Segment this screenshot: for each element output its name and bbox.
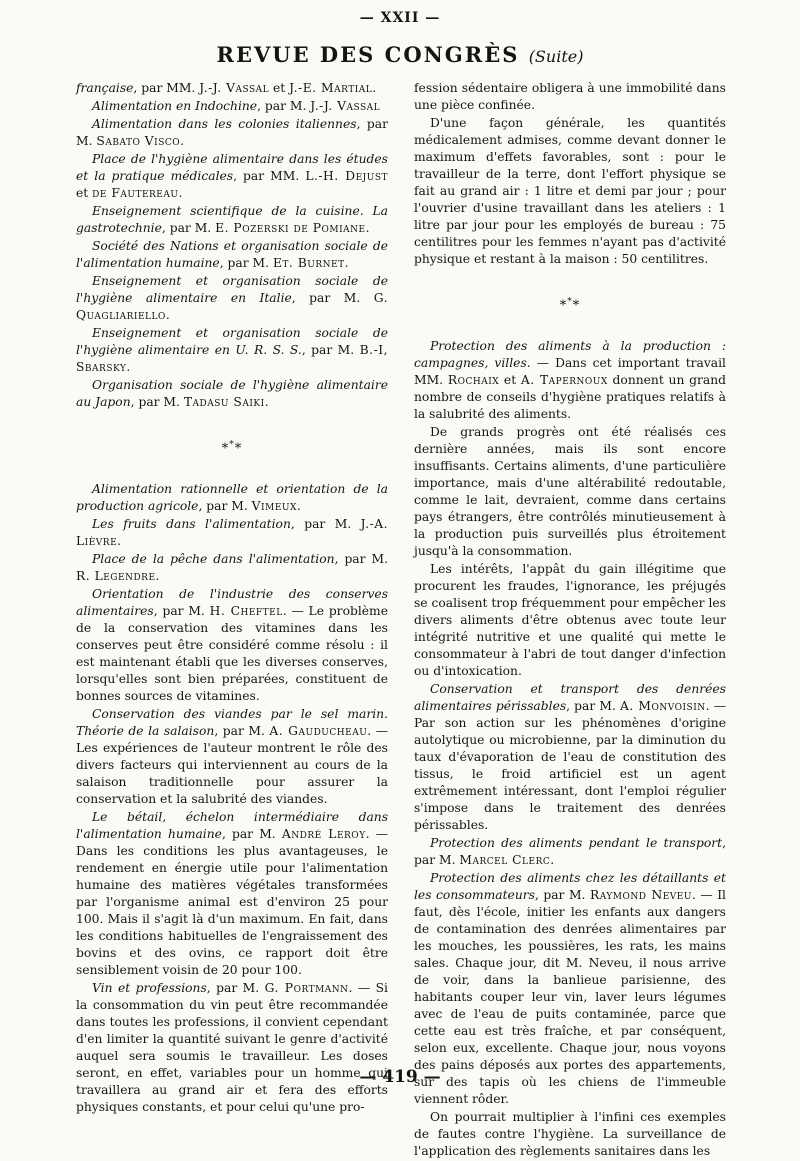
entry-text: .	[344, 256, 349, 270]
entry-text: , par M.	[257, 99, 311, 113]
entry-text: .	[365, 221, 370, 235]
bibliography-entry	[76, 481, 388, 515]
entry-text: , par M.	[198, 499, 252, 514]
entry-text: .	[178, 186, 183, 200]
entry-text: .	[264, 395, 269, 409]
page-roman-numeral: — XXII —	[359, 10, 441, 26]
entry-title: Conservation des viandes par le sel marin. Théorie de la salaison	[76, 707, 388, 739]
entry-title: Vin et professions	[92, 981, 207, 996]
entry-text: , par M.	[566, 699, 621, 714]
entry-text: . — Dans les conditions les plus avantageuses, le rendement en énergie utile pour l'alimentation humaine des matières végétales transformées par l'organisme animal est d'environ 25 pour 100. Mais il s'agit là d'un maximum. En fait, dans les conditions habituelles de l'engraissement des bovins et des ovins, ce rapport doit être sensiblement voisin de 20 pour 100.	[76, 827, 388, 978]
entry-text: . — Les expériences de l'auteur montrent le rôle des divers facteurs qui interviennent au cours de la salaison traditionnelle pour assurer la conservation et la salubrité des viandes.	[76, 724, 389, 807]
entry-text: .	[126, 360, 131, 374]
author-name: E. Pozerski de Pomiane	[215, 221, 366, 235]
paragraph-text: De grands progrès ont été réalisés ces dernière années, mais ils sont encore insuffisants. Certains aliments, d'une particulière importance, mais d'une altérabilité redoutable, comme le lait, devraient, comme dans certains pays étrangers, être contrôlés minutieusement à la production puis surveillés plus étroitement jusqu'à la consommation.	[414, 425, 726, 559]
entry-text: , par M.	[130, 395, 184, 409]
entry-text: . — Par son action sur les phénomènes d'origine autolytique ou microbienne, par la diminution du taux d'évaporation de l'eau de constitution des tissus, le froid artificiel est un agent extrêmement intéressant, dont l'emploi régulier s'impose dans le traitement des denrées périssables.	[414, 699, 726, 833]
bibliography-entry	[414, 338, 726, 423]
entry-text: .	[165, 308, 170, 322]
entry-title: Protection des aliments chez les détaillants et les consommateurs	[414, 871, 726, 903]
entry-text: .	[296, 499, 301, 514]
bibliography-entry	[76, 325, 388, 376]
entry-title: Enseignement et organisation sociale de l'hygiène alimentaire en U. R. S. S.	[76, 326, 388, 357]
bibliography-entry	[76, 80, 388, 97]
author-name: A. Gauducheau	[269, 724, 368, 739]
entry-text: , par MM.	[233, 169, 306, 183]
author-name: Sabato Visco	[96, 134, 181, 148]
body-paragraph	[414, 424, 726, 560]
bibliography-entry	[76, 551, 388, 585]
paragraph-text: Les intérêts, l'appât du gain illégitime que procurent les fraudes, l'ignorance, les préjugés se coalisent trop fréquemment pour empêcher les divers aliments d'être obtenus avec toute leur intégrité nutritive et une qualité qui mette le consommateur à l'abri de tout danger d'infection ou d'intoxication.	[414, 562, 726, 679]
entry-text: .	[155, 569, 160, 584]
author-name: R. Legendre	[76, 569, 156, 584]
entry-text: .	[117, 534, 122, 549]
entry-text: . — Si la consommation du vin peut être recommandée dans toutes les professions, il convient cependant d'en limiter la quantité suivant le genre d'activité auquel sera soumis le travailleur. Les doses seront, en effet, variables pour un homme qui travaillera au grand air et fera des efforts physiques constants, et pour celui qu'une pro-	[76, 981, 388, 1115]
entry-text: .	[180, 134, 185, 148]
entry-text: , par M.	[290, 517, 361, 532]
bibliography-entry	[76, 809, 388, 979]
author-name: A. Monvoisin	[620, 699, 706, 714]
entry-title: Société des Nations et organisation sociale de l'alimentation humaine	[76, 239, 388, 270]
bibliography-entry	[76, 586, 388, 705]
entry-title: Enseignement scientifique de la cuisine. La gastrotechnie	[76, 204, 388, 235]
entry-text: , par M.	[301, 343, 360, 357]
author-name: Marcel Clerc	[459, 853, 551, 868]
author-name: J.-J. Vassal	[199, 81, 270, 95]
body-paragraph	[414, 115, 726, 268]
paragraph-text: D'une façon générale, les quantités médicalement admises, comme devant donner le maximum d'effets favorables, sont : pour le travailleur de la terre, dont l'effort physique se fait au grand air : 1 litre et demi par jour ; pour l'ouvrier d'usine travaillant dans les ateliers : 1 litre par jour pour les employés de bureau : 75 centilitres pour les femmes n'ayant pas d'activité physique et restant à la maison : 50 centilitres.	[414, 116, 726, 266]
author-name: J.-E. Martial	[289, 81, 373, 95]
entry-text: , par M.	[161, 221, 216, 235]
bibliography-entry	[414, 835, 726, 869]
left-column	[76, 80, 388, 1117]
bibliography-entry	[76, 273, 388, 324]
bibliography-entry	[76, 516, 388, 550]
entry-text: et	[499, 373, 521, 388]
author-name: G. Portmann	[264, 981, 349, 996]
author-name: J.-J. Vassal	[310, 99, 381, 113]
entry-text: . — Dans cet important travail MM.	[414, 356, 726, 388]
entry-title: Conservation et transport des denrées alimentaires périssables	[414, 682, 726, 714]
entry-text: , par M.	[291, 291, 374, 305]
author-name: J.-A. Lièvre	[76, 517, 388, 549]
author-name: Tadasu Saiki	[183, 395, 265, 409]
section-separator-stars: ***	[559, 297, 581, 314]
author-name: de Fautereau	[92, 186, 179, 200]
title-suffix: (Suite)	[528, 47, 584, 66]
entry-text: , par M.	[214, 724, 270, 739]
page-number: — 419 —	[359, 1067, 441, 1087]
entry-text: , par M.	[153, 604, 210, 619]
entry-title: Protection des aliments pendant le transport	[430, 836, 723, 851]
bibliography-entry	[76, 98, 388, 115]
author-name: Raymond Neveu	[589, 888, 692, 903]
entry-text: , par M.	[76, 117, 388, 148]
entry-text: , par M.	[221, 827, 282, 842]
author-name: Et. Burnet	[272, 256, 345, 270]
entry-title: Place de l'hygiène alimentaire dans les études et la pratique médicales	[76, 152, 388, 183]
entry-title: Protection des aliments à la production : campagnes, villes	[414, 339, 726, 371]
entry-text: , par M.	[219, 256, 273, 270]
bibliography-entry	[414, 681, 726, 834]
body-paragraph	[414, 1109, 726, 1160]
entry-text: .	[372, 81, 377, 95]
entry-text: .	[550, 853, 555, 868]
entry-title: Enseignement et organisation sociale de l'hygiène alimentaire en Italie	[76, 274, 388, 305]
entry-title: Alimentation en Indochine	[92, 99, 258, 113]
author-name: Vimeux	[251, 499, 297, 514]
entry-title: Alimentation dans les colonies italiennes	[92, 117, 357, 131]
entry-text: et	[76, 186, 93, 200]
entry-text: . — Il faut, dès l'école, initier les enfants aux dangers de contamination des denrées alimentaires par les mouches, les poussières, les rats, les mains sales. Chaque jour, dit M. Neveu, il nous arrive de voir, dans la banlieue parisienne, des habitants couper leur vin, laver leurs légumes avec de l'eau de puits contaminée, parce que cette eau est très fraîche, et par conséquent, selon eux, excellente. Chaque jour, nous voyons des pains déposés aux portes des appartements, sur des tapis où les chiens de l'immeuble viennent rôder.	[414, 888, 726, 1107]
entry-title: française	[76, 81, 134, 95]
entry-title: Alimentation rationnelle et orientation de la production agricole	[76, 482, 388, 514]
bibliography-entry	[76, 980, 388, 1116]
right-column	[414, 80, 726, 1161]
author-name: L.-H. Dejust	[305, 169, 389, 183]
entry-title: Place de la pêche dans l'alimentation	[92, 552, 335, 567]
entry-text: , par M.	[534, 888, 590, 903]
author-name: G. Quagliariello	[76, 291, 388, 322]
title-text: REVUE DES CONGRÈS	[216, 42, 520, 67]
entry-title: Organisation sociale de l'hygiène alimentaire au Japon	[76, 378, 388, 409]
bibliography-entry	[76, 377, 388, 411]
bibliography-entry	[76, 116, 388, 150]
body-paragraph	[414, 80, 726, 114]
section-separator-stars: ***	[221, 440, 243, 457]
entry-title: Les fruits dans l'alimentation	[92, 517, 291, 532]
bibliography-entry	[76, 151, 388, 202]
author-name: André Leroy	[281, 827, 366, 842]
author-name: B.-I, Sbarsky	[76, 343, 388, 374]
paragraph-text: fession sédentaire obligera à une immobilité dans une pièce confinée.	[414, 81, 726, 112]
page-title	[0, 42, 800, 67]
entry-title: Orientation de l'industrie des conserves alimentaires	[76, 587, 388, 619]
entry-text: , par M.	[206, 981, 265, 996]
author-name: A. Tapernoux	[520, 373, 608, 388]
entry-text: donnent un grand nombre de conseils d'hygiène pratiques relatifs à la salubrité des aliments.	[414, 373, 726, 422]
entry-text: , par M.	[414, 836, 726, 868]
bibliography-entry	[76, 238, 388, 272]
entry-text: . — Le problème de la conservation des vitamines dans les conserves peut être considéré comme résolu : il est maintenant établi que les diverses conserves, lorsqu'elles sont bien préparées, constituent de bonnes sources de vitamines.	[76, 604, 388, 704]
bibliography-entry	[76, 706, 388, 808]
author-name: Rochaix	[447, 373, 500, 388]
entry-title: Le bétail, échelon intermédiaire dans l'alimentation humaine	[76, 810, 388, 842]
body-paragraph	[414, 561, 726, 680]
paragraph-text: On pourrait multiplier à l'infini ces exemples de fautes contre l'hygiène. La surveillance de l'application des règlements sanitaires dans les	[414, 1110, 726, 1159]
author-name: H. Cheftel	[209, 604, 283, 619]
entry-text: , par M.	[334, 552, 389, 567]
entry-text: et	[269, 81, 290, 95]
bibliography-entry	[76, 203, 388, 237]
entry-text: , par MM.	[133, 81, 200, 95]
